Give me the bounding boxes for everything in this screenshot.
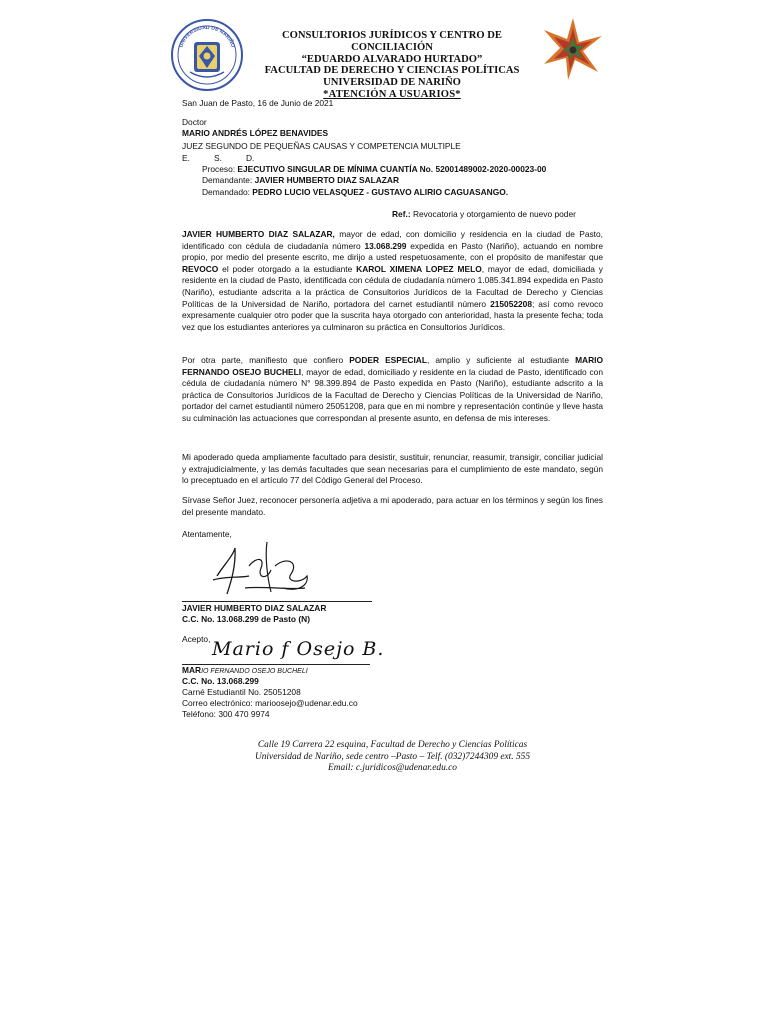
consultorio-star-icon <box>540 16 606 82</box>
footer-phone: Universidad de Nariño, sede centro –Pasto – Telf. (032)7244309 ext. 555 <box>254 751 531 762</box>
recipient-name: MARIO ANDRÉS LÓPEZ BENAVIDES <box>182 128 329 138</box>
letterhead-line-2: “EDUARDO ALVARADO HURTADO” <box>301 53 483 65</box>
salutation: Doctor <box>182 117 207 127</box>
demandante-value: JAVIER HUMBERTO DIAZ SALAZAR <box>254 175 400 185</box>
signer1-cc: C.C. No. 13.068.299 de Pasto (N) <box>182 614 310 624</box>
paragraph-request: Sírvase Señor Juez, reconocer personería adjetiva a mi apoderado, para actuar en los términos y según los fines del presente mandato. <box>182 495 603 517</box>
signer2-name-rest: IO FERNANDO OSEJO BUCHELI <box>201 668 308 675</box>
demandante-label: Demandante: <box>202 175 253 185</box>
esd-e: E. <box>182 153 190 163</box>
letterhead <box>240 30 544 101</box>
reference-value: Revocatoria y otorgamiento de nuevo poder <box>412 209 576 219</box>
text-segment: 215052208 <box>490 298 532 309</box>
text-segment: mayor de edad, con domicilio y residencia en la ciudad de Pasto, identificado con cédula de ciudadanía número <box>182 229 603 251</box>
paragraph-revocation <box>182 229 603 333</box>
esd-s: S. <box>214 153 222 163</box>
text-segment: MARIO FERNANDO OSEJO BUCHELI <box>182 355 603 377</box>
text-segment: Por otra parte, manifiesto que confiero <box>182 355 350 365</box>
recipient-role: JUEZ SEGUNDO DE PEQUEÑAS CAUSAS Y COMPETENCIA MULTIPLE <box>182 141 461 151</box>
signer2-email: Correo electrónico: marioosejo@udenar.edu.co <box>182 698 358 708</box>
text-segment: , mayor de edad, domiciliada y residente en la ciudad de Pasto, identificada con cédula de ciudadanía número 1.085.341.894 expedida en Pasto (Nariño), estudiante adscrita a la práctica de Consultorios Jurídicos de la Facultad de Derecho y Ciencias Políticas de la Universidad de Nariño, portadora del carnet estudiantil número <box>182 263 603 309</box>
signature-javier-icon <box>205 536 315 600</box>
letterhead-line-4: UNIVERSIDAD DE NARIÑO <box>323 77 461 89</box>
text-segment: el poder otorgado a la estudiante <box>218 263 357 274</box>
text-segment: , amplio y suficiente al estudiante <box>426 355 576 365</box>
proceso-value: EJECUTIVO SINGULAR DE MÍNIMA CUANTÍA No. 52001489002-2020-00023-00 <box>237 164 547 174</box>
text-segment: 13.068.299 <box>364 240 407 251</box>
acepto-label: Acepto, <box>182 634 211 644</box>
proceso-label: Proceso: <box>202 164 236 174</box>
university-seal-icon <box>170 18 244 92</box>
seal-text: UNIVERSIDAD DE NARIÑO <box>178 24 236 49</box>
text-segment: PODER ESPECIAL <box>349 355 427 365</box>
letter-date: San Juan de Pasto, 16 de Junio de 2021 <box>182 98 334 108</box>
closing: Atentamente, <box>182 529 232 539</box>
signature-mario: Mario f Osejo B. <box>212 638 385 660</box>
paragraph-special-power <box>182 355 603 425</box>
signer2-cc: C.C. No. 13.068.299 <box>182 676 259 686</box>
demandado-label: Demandado: <box>202 187 250 197</box>
letterhead-line-1: CONSULTORIOS JURÍDICOS Y CENTRO DE CONCILIACIÓN <box>282 30 502 53</box>
letterhead-line-3: FACULTAD DE DERECHO Y CIENCIAS POLÍTICAS <box>264 65 520 77</box>
signer1-name: JAVIER HUMBERTO DIAZ SALAZAR <box>182 603 327 613</box>
text-segment: JAVIER HUMBERTO DIAZ SALAZAR, <box>182 229 335 239</box>
signature-line-1 <box>182 601 372 602</box>
demandado-line <box>202 187 508 199</box>
signer2-phone: Teléfono: 300 470 9974 <box>182 709 270 719</box>
footer-email: Email: c.juridicos@udenar.edu.co <box>328 763 457 774</box>
footer <box>182 740 603 775</box>
esd-d: D. <box>246 153 255 163</box>
signer2-carne: Carné Estudiantil No. 25051208 <box>182 687 301 697</box>
letterhead-line-5: *ATENCIÓN A USUARIOS* <box>323 88 461 100</box>
text-segment: ; así como revoco expresamente cualquier otro poder que la suscrita haya otorgado con anterioridad, hasta la presente fecha; toda vez que los estudiantes anteriores ya culminaron su práctica en Consultorios Jurídicos. <box>182 298 603 332</box>
text-segment: KAROL XIMENA LOPEZ MELO <box>356 263 482 274</box>
demandado-value: PEDRO LUCIO VELASQUEZ - GUSTAVO ALIRIO CAGUASANGO. <box>252 187 509 197</box>
text-segment: expedida en Pasto (Nariño), actuando en nombre propio, por medio del presente escrito, me dirijo a usted respetuosamente, con el propósito de manifestar que <box>182 240 603 263</box>
reference-line <box>392 209 576 221</box>
signer2-name-prefix: MAR <box>182 665 202 675</box>
footer-address: Calle 19 Carrera 22 esquina, Facultad de Derecho y Ciencias Políticas <box>257 740 528 750</box>
paragraph-faculties: Mi apoderado queda ampliamente facultado para desistir, sustituir, renunciar, reasumir, transigir, conciliar judicial y extrajudicialmente, y las demás facultades que sean necesarias para el cumplimiento de este mandato, según lo preceptuado en el artículo 77 del Código General del Proceso. <box>182 452 603 486</box>
reference-label: Ref.: <box>392 209 411 219</box>
text-segment: REVOCO <box>182 263 219 274</box>
proceso-line <box>202 164 546 176</box>
text-segment: , mayor de edad, domiciliado y residente en la ciudad de Pasto, identificado con cédula de ciudadanía número N° 98.399.894 de Pasto expedida en Pasto (Nariño), estudiante adscrito a la práctica de Consultorios Jurídicos de la Facultad de Derecho y Ciencias Políticas de la Universidad de Nariño, portador del carnet estudiantil número 25051208, para que en mi nombre y representación continúe y lleve hasta su culminación las actuaciones que correspondan al presente asunto, en defensa de mis intereses. <box>182 366 603 423</box>
demandante-line <box>202 175 399 187</box>
